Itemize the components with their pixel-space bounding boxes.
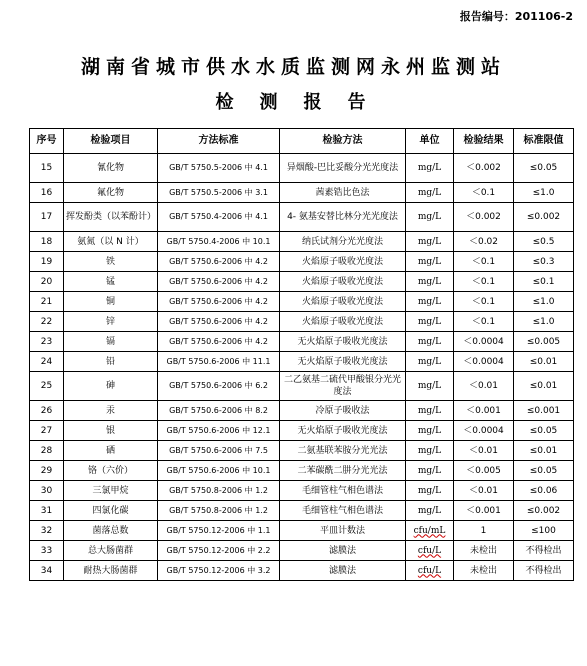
report-subtitle: 检测报告 <box>215 92 392 113</box>
cell-no: 16 <box>30 183 64 203</box>
report-number: 报告编号：201106-2 <box>459 10 573 23</box>
cell-limit: ≤0.3 <box>514 252 574 272</box>
cell-no: 20 <box>30 272 64 292</box>
unit-text: cfu/L <box>417 565 442 576</box>
cell-method: 滤膜法 <box>280 541 406 561</box>
table-row <box>30 203 574 232</box>
cell-standard: GB/T 5750.6-2006 中 4.2 <box>158 312 280 332</box>
cell-limit: ≤0.05 <box>514 421 574 441</box>
table-row <box>30 232 574 252</box>
cell-unit: mg/L <box>406 461 454 481</box>
table-row <box>30 372 574 401</box>
cell-limit: ≤1.0 <box>514 292 574 312</box>
test-results-table <box>29 128 574 581</box>
cell-result: ＜0.002 <box>454 203 514 232</box>
cell-item: 挥发酚类（以苯酚计） <box>64 203 158 232</box>
cell-no: 17 <box>30 203 64 232</box>
cell-result: ＜0.1 <box>454 252 514 272</box>
cell-item: 硒 <box>64 441 158 461</box>
cell-standard: GB/T 5750.6-2006 中 4.2 <box>158 292 280 312</box>
cell-standard: GB/T 5750.6-2006 中 4.2 <box>158 272 280 292</box>
table-row <box>30 461 574 481</box>
cell-method: 火焰原子吸收光度法 <box>280 292 406 312</box>
cell-unit: mg/L <box>406 481 454 501</box>
cell-no: 23 <box>30 332 64 352</box>
cell-limit: ≤0.5 <box>514 232 574 252</box>
cell-standard: GB/T 5750.12-2006 中 1.1 <box>158 521 280 541</box>
table-row <box>30 252 574 272</box>
cell-no: 27 <box>30 421 64 441</box>
cell-item: 铬（六价） <box>64 461 158 481</box>
table-row <box>30 561 574 581</box>
cell-unit: mg/L <box>406 183 454 203</box>
col-header-unit: 单位 <box>406 129 454 154</box>
table-row <box>30 292 574 312</box>
cell-method: 茜素锆比色法 <box>280 183 406 203</box>
cell-result: 未检出 <box>454 541 514 561</box>
cell-method: 毛细管柱气相色谱法 <box>280 501 406 521</box>
cell-limit: ≤100 <box>514 521 574 541</box>
cell-unit: mg/L <box>406 401 454 421</box>
cell-standard: GB/T 5750.6-2006 中 6.2 <box>158 372 280 401</box>
cell-limit: ≤0.002 <box>514 501 574 521</box>
cell-item: 氟化物 <box>64 183 158 203</box>
cell-limit: ≤0.06 <box>514 481 574 501</box>
cell-result: ＜0.01 <box>454 481 514 501</box>
cell-limit: ≤0.01 <box>514 372 574 401</box>
cell-item: 砷 <box>64 372 158 401</box>
cell-no: 30 <box>30 481 64 501</box>
cell-no: 18 <box>30 232 64 252</box>
col-header-standard: 方法标准 <box>158 129 280 154</box>
cell-item: 三氯甲烷 <box>64 481 158 501</box>
cell-item: 氰化物 <box>64 154 158 183</box>
cell-unit: mg/L <box>406 312 454 332</box>
table-row <box>30 352 574 372</box>
cell-no: 32 <box>30 521 64 541</box>
col-header-item: 检验项目 <box>64 129 158 154</box>
cell-result: ＜0.001 <box>454 401 514 421</box>
cell-result: ＜0.1 <box>454 292 514 312</box>
col-header-limit: 标准限值 <box>514 129 574 154</box>
cell-unit: mg/L <box>406 232 454 252</box>
table-body <box>30 154 574 581</box>
table-row <box>30 501 574 521</box>
unit-text: cfu/mL <box>413 525 446 536</box>
cell-standard: GB/T 5750.5-2006 中 3.1 <box>158 183 280 203</box>
cell-method: 火焰原子吸收光度法 <box>280 272 406 292</box>
cell-standard: GB/T 5750.6-2006 中 8.2 <box>158 401 280 421</box>
cell-unit: mg/L <box>406 372 454 401</box>
cell-result: ＜0.1 <box>454 312 514 332</box>
table-row <box>30 481 574 501</box>
cell-no: 33 <box>30 541 64 561</box>
cell-item: 汞 <box>64 401 158 421</box>
cell-method: 毛细管柱气相色谱法 <box>280 481 406 501</box>
cell-limit: ≤0.05 <box>514 461 574 481</box>
cell-standard: GB/T 5750.6-2006 中 10.1 <box>158 461 280 481</box>
cell-standard: GB/T 5750.6-2006 中 7.5 <box>158 441 280 461</box>
table-row <box>30 332 574 352</box>
cell-standard: GB/T 5750.5-2006 中 4.1 <box>158 154 280 183</box>
cell-limit: 不得检出 <box>514 541 574 561</box>
cell-standard: GB/T 5750.8-2006 中 1.2 <box>158 481 280 501</box>
cell-unit: mg/L <box>406 203 454 232</box>
cell-method: 无火焰原子吸收光度法 <box>280 421 406 441</box>
cell-result: ＜0.01 <box>454 372 514 401</box>
cell-limit: ≤1.0 <box>514 183 574 203</box>
col-header-result: 检验结果 <box>454 129 514 154</box>
cell-standard: GB/T 5750.6-2006 中 4.2 <box>158 252 280 272</box>
cell-item: 铅 <box>64 352 158 372</box>
cell-result: ＜0.02 <box>454 232 514 252</box>
cell-standard: GB/T 5750.4-2006 中 4.1 <box>158 203 280 232</box>
cell-limit: ≤0.001 <box>514 401 574 421</box>
cell-no: 26 <box>30 401 64 421</box>
cell-result: 1 <box>454 521 514 541</box>
cell-item: 铜 <box>64 292 158 312</box>
cell-no: 25 <box>30 372 64 401</box>
cell-unit <box>406 541 454 561</box>
cell-limit: ≤0.1 <box>514 272 574 292</box>
cell-method: 纳氏试剂分光光度法 <box>280 232 406 252</box>
cell-standard: GB/T 5750.6-2006 中 4.2 <box>158 332 280 352</box>
cell-result: ＜0.001 <box>454 501 514 521</box>
table-row <box>30 401 574 421</box>
cell-result: ＜0.005 <box>454 461 514 481</box>
cell-item: 氨氮（以 N 计） <box>64 232 158 252</box>
cell-standard: GB/T 5750.12-2006 中 3.2 <box>158 561 280 581</box>
cell-limit: ≤0.01 <box>514 441 574 461</box>
cell-limit: ≤0.01 <box>514 352 574 372</box>
cell-no: 24 <box>30 352 64 372</box>
cell-result: ＜0.1 <box>454 183 514 203</box>
cell-unit: mg/L <box>406 154 454 183</box>
cell-item: 总大肠菌群 <box>64 541 158 561</box>
cell-limit: ≤0.05 <box>514 154 574 183</box>
cell-no: 22 <box>30 312 64 332</box>
cell-unit: mg/L <box>406 441 454 461</box>
cell-no: 19 <box>30 252 64 272</box>
cell-method: 二氨基联苯胺分光光法 <box>280 441 406 461</box>
cell-unit: mg/L <box>406 421 454 441</box>
cell-result: ＜0.01 <box>454 441 514 461</box>
cell-standard: GB/T 5750.6-2006 中 11.1 <box>158 352 280 372</box>
cell-no: 28 <box>30 441 64 461</box>
table-row <box>30 521 574 541</box>
col-header-method: 检验方法 <box>280 129 406 154</box>
cell-result: ＜0.002 <box>454 154 514 183</box>
cell-limit: 不得检出 <box>514 561 574 581</box>
cell-method: 4- 氨基安替比林分光光度法 <box>280 203 406 232</box>
cell-item: 镉 <box>64 332 158 352</box>
cell-method: 二苯碳酰二肼分光光法 <box>280 461 406 481</box>
cell-result: 未检出 <box>454 561 514 581</box>
cell-item: 锌 <box>64 312 158 332</box>
cell-item: 耐热大肠菌群 <box>64 561 158 581</box>
unit-text: cfu/L <box>417 545 442 556</box>
cell-method: 无火焰原子吸收光度法 <box>280 332 406 352</box>
cell-unit: mg/L <box>406 252 454 272</box>
cell-unit <box>406 561 454 581</box>
cell-unit: mg/L <box>406 292 454 312</box>
cell-limit: ≤0.005 <box>514 332 574 352</box>
cell-method: 火焰原子吸收光度法 <box>280 312 406 332</box>
table-row <box>30 312 574 332</box>
cell-item: 四氯化碳 <box>64 501 158 521</box>
table-row <box>30 183 574 203</box>
cell-no: 34 <box>30 561 64 581</box>
cell-unit: mg/L <box>406 272 454 292</box>
table-row <box>30 272 574 292</box>
cell-method: 平皿计数法 <box>280 521 406 541</box>
table-row <box>30 154 574 183</box>
cell-limit: ≤1.0 <box>514 312 574 332</box>
table-row <box>30 441 574 461</box>
cell-result: ＜0.0004 <box>454 352 514 372</box>
table-row <box>30 421 574 441</box>
cell-item: 菌落总数 <box>64 521 158 541</box>
cell-item: 银 <box>64 421 158 441</box>
cell-method: 二乙氨基二硫代甲酸银分光光度法 <box>280 372 406 401</box>
cell-unit: mg/L <box>406 332 454 352</box>
cell-unit: mg/L <box>406 352 454 372</box>
table-row <box>30 541 574 561</box>
table-header-row <box>30 129 574 154</box>
cell-standard: GB/T 5750.4-2006 中 10.1 <box>158 232 280 252</box>
cell-item: 锰 <box>64 272 158 292</box>
cell-method: 异烟酸-巴比妥酸分光光度法 <box>280 154 406 183</box>
cell-method: 冷原子吸收法 <box>280 401 406 421</box>
cell-result: ＜0.0004 <box>454 332 514 352</box>
cell-no: 31 <box>30 501 64 521</box>
cell-method: 滤膜法 <box>280 561 406 581</box>
cell-method: 无火焰原子吸收光度法 <box>280 352 406 372</box>
col-header-no: 序号 <box>30 129 64 154</box>
cell-unit <box>406 521 454 541</box>
cell-result: ＜0.1 <box>454 272 514 292</box>
cell-method: 火焰原子吸收光度法 <box>280 252 406 272</box>
cell-limit: ≤0.002 <box>514 203 574 232</box>
cell-item: 铁 <box>64 252 158 272</box>
report-title: 湖南省城市供水水质监测网永州监测站 <box>80 56 506 78</box>
cell-standard: GB/T 5750.8-2006 中 1.2 <box>158 501 280 521</box>
cell-no: 21 <box>30 292 64 312</box>
cell-standard: GB/T 5750.12-2006 中 2.2 <box>158 541 280 561</box>
cell-no: 29 <box>30 461 64 481</box>
cell-no: 15 <box>30 154 64 183</box>
cell-standard: GB/T 5750.6-2006 中 12.1 <box>158 421 280 441</box>
cell-result: ＜0.0004 <box>454 421 514 441</box>
cell-unit: mg/L <box>406 501 454 521</box>
